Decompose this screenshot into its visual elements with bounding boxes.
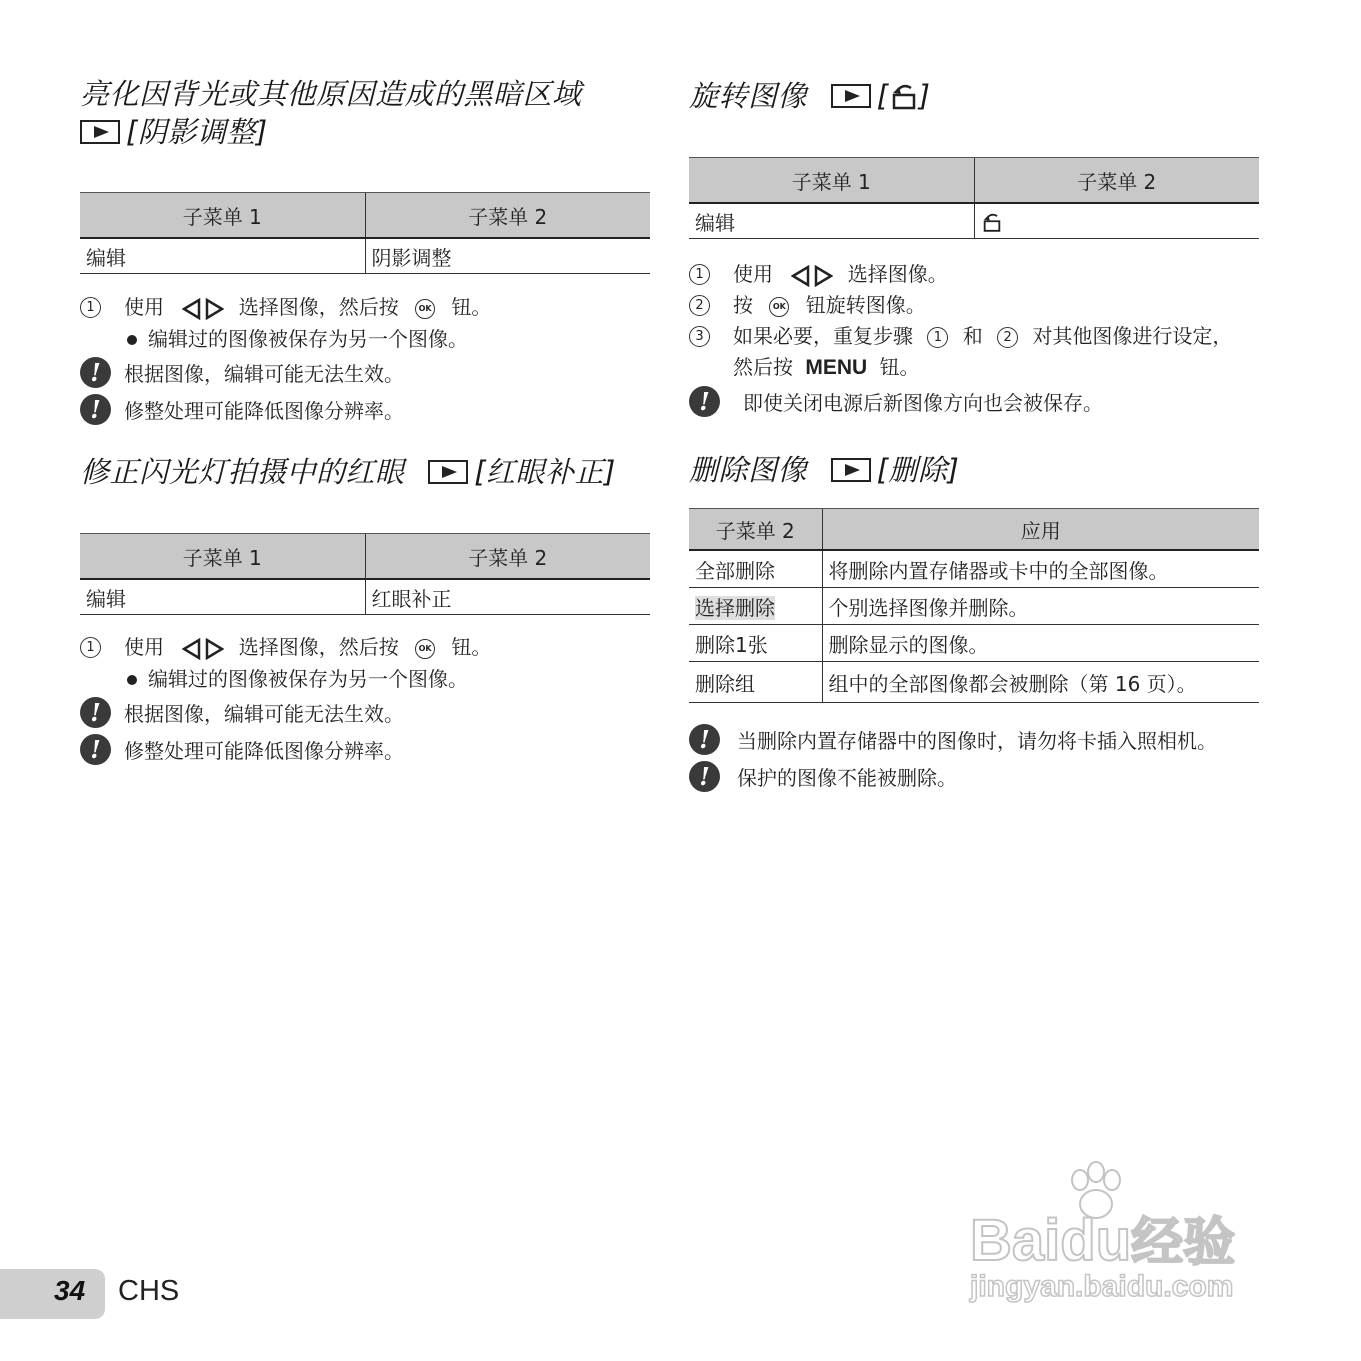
section-rotate-image [689,76,1259,114]
table-cell: 红眼补正 [365,579,650,615]
table-header-submenu1: 子菜单 1 [80,534,365,580]
submenu-table-shadow [80,192,650,274]
watermark-url: jingyan.baidu.com [970,1270,1234,1303]
ok-button-icon: OK [769,297,789,317]
caution-icon: ! [80,394,111,425]
section-title: 旋转图像 [ ] [689,79,931,113]
table-row [689,203,1259,239]
step-number: 2 [689,295,710,316]
step-number: 1 [689,264,710,285]
title-line-2: [阴影调整] [126,115,268,149]
table-header-submenu2: 子菜单 2 [689,509,822,551]
instructions-redeye [80,632,650,770]
section-shadow-adjust [80,76,650,150]
left-right-arrow-icon [182,638,224,660]
table-row [689,588,1259,625]
table-cell: 阴影调整 [365,238,650,274]
submenu-table-redeye [80,533,650,615]
caution-icon: ! [689,724,720,755]
step-2: 2 按 OK 钮旋转图像。 [689,290,1259,321]
playback-icon [831,84,871,108]
section-title: 修正闪光灯拍摄中的红眼 [红眼补正] [80,455,616,489]
page-number-tab [0,1269,105,1319]
table-cell: 全部删除 [689,550,822,588]
bullet-dot [127,675,137,685]
caution-note: ! 修整处理可能降低图像分辨率。 [80,393,650,430]
highlighted-text: 选择删除 [695,595,775,620]
step-3: 3 如果必要，重复步骤 1 和 2 对其他图像进行设定， 然后按 MENU 钮。 [689,321,1259,383]
table-header-submenu1: 子菜单 1 [689,158,974,204]
table-cell: 删除1张 [689,625,822,662]
section-title [80,76,650,150]
table-cell: 个别选择图像并删除。 [822,588,1259,625]
step-number: 1 [80,297,101,318]
table-header-submenu2: 子菜单 2 [974,158,1259,204]
table-row [689,625,1259,662]
caution-icon: ! [80,357,111,388]
table-row [80,579,650,615]
menu-button-label: MENU [805,356,868,379]
table-cell: 编辑 [80,238,365,274]
section-redeye-fix [80,452,650,490]
step-1 [80,292,650,323]
table-row [689,550,1259,588]
table-header-apply: 应用 [822,509,1259,551]
step-number: 1 [80,637,101,658]
caution-note: ! 当删除内置存储器中的图像时，请勿将卡插入照相机。 [689,723,1259,760]
table-header-submenu2: 子菜单 2 [365,534,650,580]
step-ref-1: 1 [927,327,948,348]
ok-button-icon: OK [415,639,435,659]
step-text: 钮。 [451,295,492,319]
table-header-submenu1: 子菜单 1 [80,193,365,239]
submenu-table-delete [689,508,1259,703]
rotate-icon [981,211,1003,233]
playback-icon [831,458,871,482]
caution-icon: ! [80,734,111,765]
section-title: 删除图像 [删除] [689,453,960,487]
notes-delete [689,723,1259,797]
watermark-brand: Baidu经验 [970,1208,1236,1273]
bullet-dot [127,335,137,345]
rotate-icon [889,81,919,111]
caution-icon: ! [689,386,720,417]
table-cell: 将删除内置存储器或卡中的全部图像。 [822,550,1259,588]
caution-note: ! 根据图像，编辑可能无法生效。 [80,696,650,733]
caution-note: ! 即使关闭电源后新图像方向也会被保存。 [689,385,1259,422]
instructions-rotate [689,259,1259,422]
ok-button-icon: OK [415,299,435,319]
table-cell: 删除显示的图像。 [822,625,1259,662]
bullet-item: 编辑过的图像被保存为另一个图像。 [80,663,650,696]
instructions-shadow [80,292,650,430]
bullet-item: 编辑过的图像被保存为另一个图像。 [80,323,650,356]
step-text: 使用 [124,295,164,319]
table-cell-rotate [974,203,1259,239]
caution-icon: ! [689,761,720,792]
table-cell [689,588,822,625]
caution-note: ! 修整处理可能降低图像分辨率。 [80,733,650,770]
playback-icon [428,460,468,484]
table-cell: 编辑 [689,203,974,239]
table-row [80,238,650,274]
caution-icon: ! [80,697,111,728]
playback-icon [80,120,120,144]
step-text: 选择图像，然后按 [238,295,399,319]
page-language: CHS [118,1275,180,1307]
step-ref-2: 2 [997,327,1018,348]
step-1: 1 使用 选择图像，然后按 OK 钮。 [80,632,650,663]
table-header-submenu2: 子菜单 2 [365,193,650,239]
section-delete-image [689,450,1259,488]
submenu-table-rotate [689,157,1259,239]
left-right-arrow-icon [182,298,224,320]
caution-note: ! 根据图像，编辑可能无法生效。 [80,356,650,393]
left-right-arrow-icon [791,265,833,287]
table-cell: 删除组 [689,662,822,703]
table-cell: 组中的全部图像都会被删除（第 16 页）。 [822,662,1259,703]
step-number: 3 [689,326,710,347]
step-1: 1 使用 选择图像。 [689,259,1259,290]
table-row [689,662,1259,703]
table-cell: 编辑 [80,579,365,615]
caution-note: ! 保护的图像不能被删除。 [689,760,1259,797]
title-line-1: 亮化因背光或其他原因造成的黑暗区域 [80,77,582,111]
page-number: 34 [54,1275,86,1306]
